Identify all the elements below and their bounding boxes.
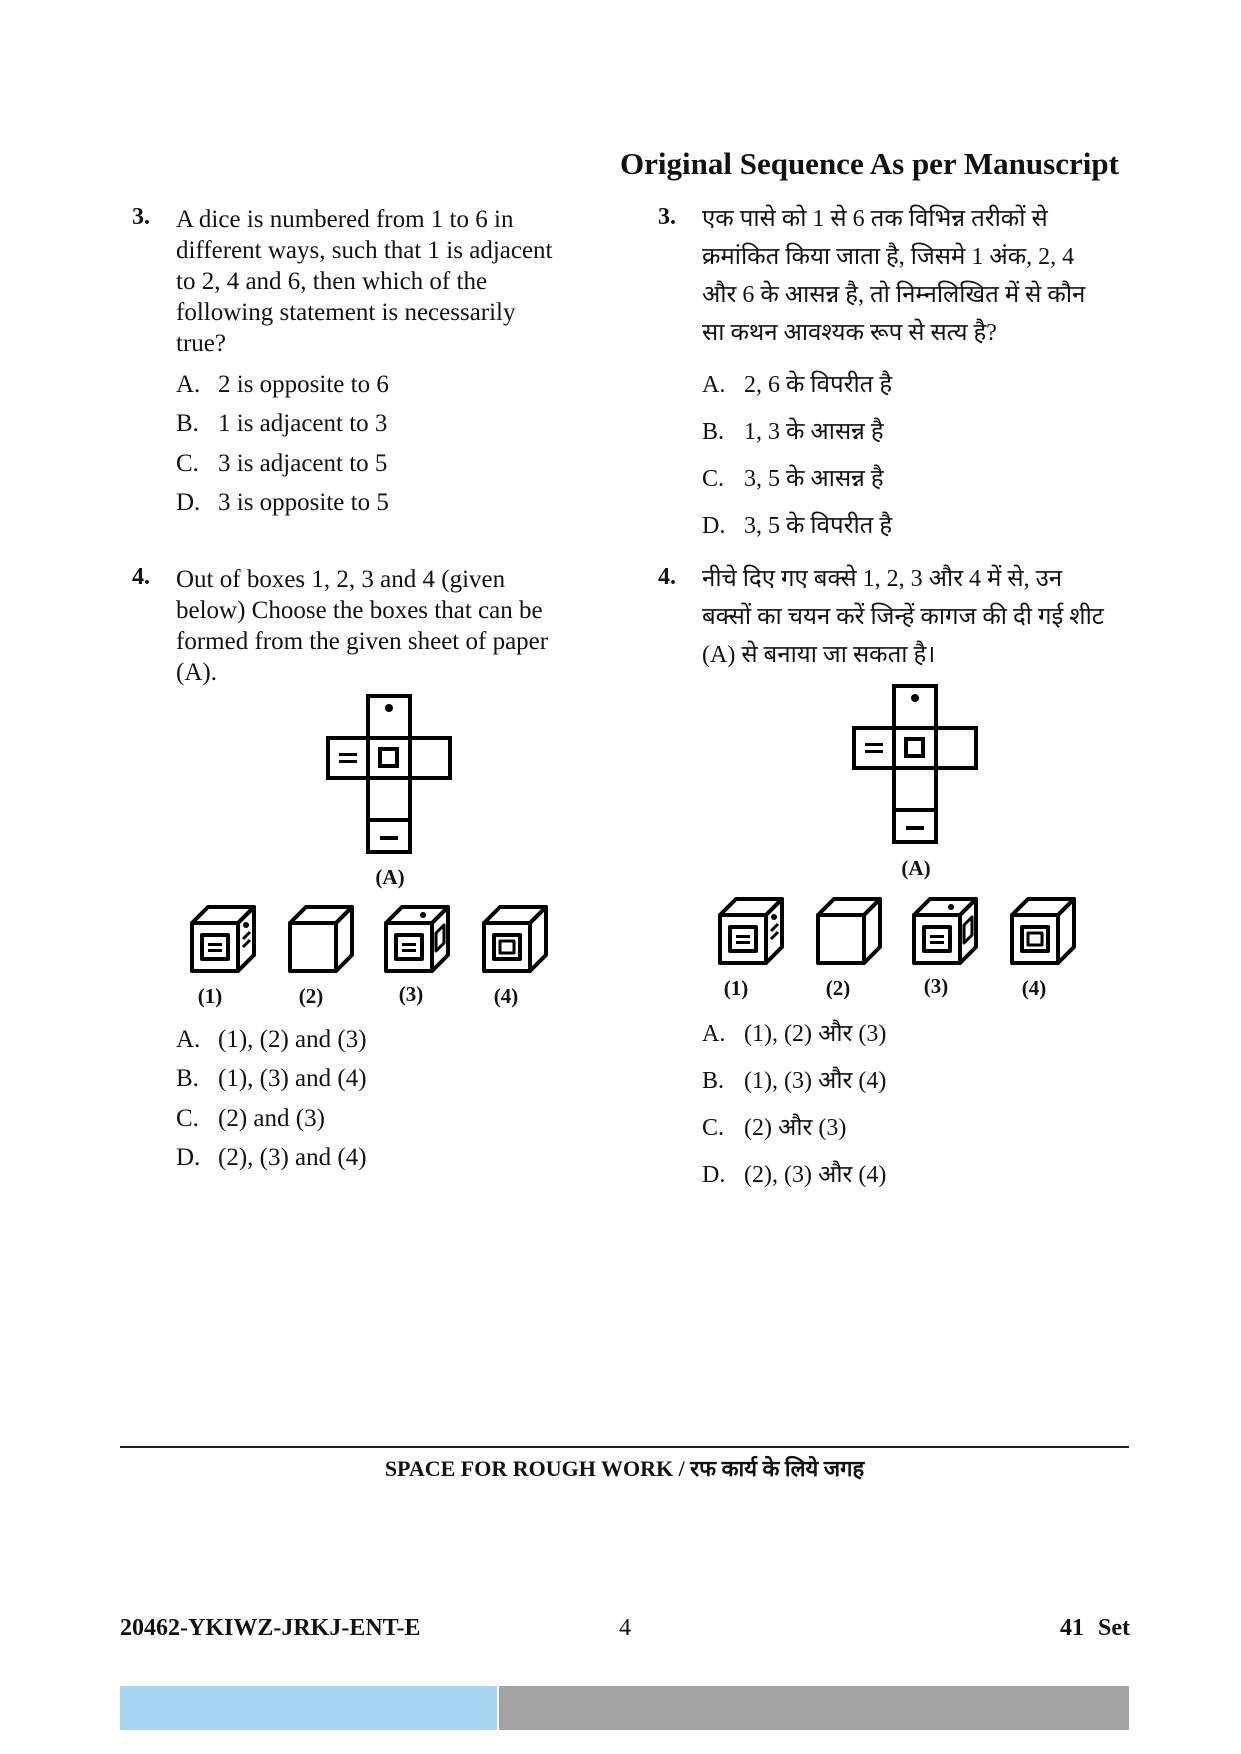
cube-net-figure — [852, 684, 978, 844]
option-c: C. 3 is adjacent to 5 — [176, 450, 388, 477]
cube-net-figure — [326, 694, 452, 854]
cube-1-figure — [718, 895, 788, 967]
option-c: C. (2) and (3) — [176, 1105, 325, 1132]
question-number: 3. — [658, 204, 676, 230]
box-label: (4) — [1021, 976, 1047, 1000]
rough-work-label: SPACE FOR ROUGH WORK / रफ कार्य के लिये जगह — [384, 1456, 865, 1481]
figure-label: (A) — [901, 856, 931, 880]
option-b: B. (1), (3) and (4) — [176, 1065, 367, 1092]
question-text: एक पासे को 1 से 6 तक विभिन्न तरीकों से क्रमांकित किया जाता है, जिसमे 1 अंक, 2, 4 और 6 के आसन्न है, तो निम्नलिखित में से कौन सा कथन आवश्यक रूप से सत्य है? — [702, 206, 1086, 346]
footer-bar-grey — [499, 1686, 1129, 1730]
option-b: B. (1), (3) और (4) — [702, 1068, 887, 1094]
box-label: (1) — [723, 976, 749, 1000]
rough-work-divider — [120, 1446, 1129, 1448]
option-d: D. (2), (3) और (4) — [702, 1162, 887, 1188]
question-text: Out of boxes 1, 2, 3 and 4 (given below) Choose the boxes that can be formed from the given sheet of paper (A). — [176, 566, 549, 686]
question-number: 3. — [132, 204, 150, 230]
option-c: C. (2) और (3) — [702, 1115, 847, 1141]
question-text: A dice is numbered from 1 to 6 in different ways, such that 1 is adjacent to 2, 4 and 6, then which of the following statement is necessarily true? — [176, 206, 553, 357]
option-a: A. (1), (2) और (3) — [702, 1021, 887, 1047]
option-a: A. (1), (2) and (3) — [176, 1026, 367, 1053]
cube-2-figure — [816, 895, 886, 967]
question-text: नीचे दिए गए बक्से 1, 2, 3 और 4 में से, उन बक्सों का चयन करें जिन्हें कागज की दी गई शीट (A) से बनाया जा सकता है। — [702, 566, 1104, 668]
option-a: A. 2 is opposite to 6 — [176, 371, 389, 398]
cube-3-figure — [912, 895, 982, 967]
option-c: C. 3, 5 के आसन्न है — [702, 466, 884, 492]
option-d: D. (2), (3) and (4) — [176, 1144, 367, 1171]
box-label: (3) — [398, 982, 424, 1006]
option-b: B. 1 is adjacent to 3 — [176, 410, 388, 437]
box-label: (1) — [197, 984, 223, 1008]
figure-label: (A) — [375, 865, 405, 889]
option-b: B. 1, 3 के आसन्न है — [702, 419, 884, 445]
cube-4-figure — [482, 903, 552, 975]
cube-2-figure — [288, 903, 358, 975]
question-number: 4. — [132, 564, 150, 590]
box-label: (4) — [493, 984, 519, 1008]
question-number: 4. — [658, 564, 676, 590]
option-d: D. 3, 5 के विपरीत है — [702, 513, 893, 539]
cube-1-figure — [190, 903, 260, 975]
footer-bar-blue — [120, 1686, 497, 1730]
page-number: 4 — [619, 1615, 631, 1641]
box-label: (3) — [923, 974, 949, 998]
paper-code: 20462-YKIWZ-JRKJ-ENT-E — [120, 1615, 421, 1641]
set-number: 41 Set — [1060, 1615, 1130, 1641]
cube-3-figure — [384, 903, 454, 975]
box-label: (2) — [298, 984, 324, 1008]
page-heading: Original Sequence As per Manuscript — [620, 146, 1119, 181]
box-label: (2) — [825, 976, 851, 1000]
option-d: D. 3 is opposite to 5 — [176, 489, 389, 516]
cube-4-figure — [1010, 895, 1080, 967]
option-a: A. 2, 6 के विपरीत है — [702, 372, 893, 398]
